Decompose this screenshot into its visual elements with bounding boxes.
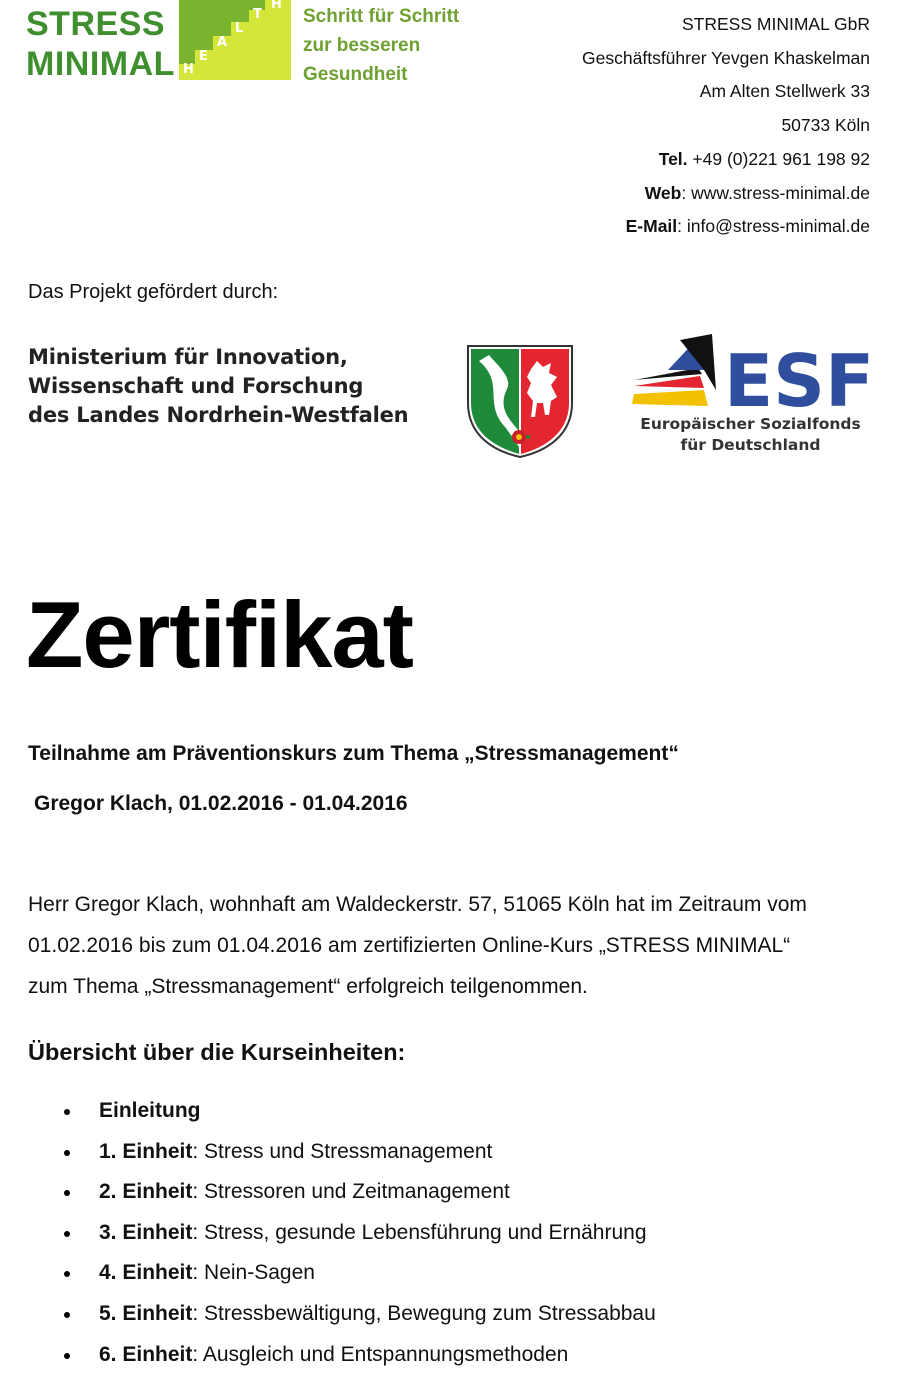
bullet-icon — [64, 1190, 70, 1196]
logo-line-2: MINIMAL — [26, 45, 175, 83]
certificate-subtitle: Teilnahme am Präventionskurs zum Thema „Stressmanagement“ — [28, 742, 679, 765]
body-line: Herr Gregor Klach, wohnhaft am Waldeckerstr. 57, 51065 Köln hat im Zeitraum vom — [28, 893, 807, 916]
unit-label: Einleitung — [99, 1099, 201, 1122]
unit-label: 1. Einheit — [99, 1139, 193, 1163]
company-name: STRESS MINIMAL GbR — [682, 14, 870, 34]
list-item — [60, 1294, 656, 1335]
slogan-line: zur besseren — [303, 35, 421, 56]
certificate-title: Zertifikat — [26, 582, 413, 687]
unit-text: : Stressbewältigung, Bewegung zum Stressabbau — [192, 1301, 656, 1325]
slogan-line: Schritt für Schritt — [303, 6, 460, 27]
bullet-icon — [64, 1109, 70, 1115]
bullet-icon — [64, 1271, 70, 1277]
unit-label: 5. Einheit — [99, 1301, 193, 1325]
stair-letter: T — [253, 7, 262, 22]
ministry-line: Ministerium für Innovation, — [28, 345, 348, 369]
company-web[interactable] — [510, 177, 870, 211]
participant-line: Gregor Klach, 01.02.2016 - 01.04.2016 — [34, 792, 408, 815]
ministry-logo — [28, 343, 408, 430]
web-value[interactable]: : www.stress-minimal.de — [681, 182, 870, 203]
phone-value: +49 (0)221 961 198 92 — [687, 148, 870, 169]
unit-text: : Stress und Stressmanagement — [192, 1139, 493, 1163]
stair-letter: H — [183, 62, 194, 77]
company-address — [510, 8, 870, 244]
bullet-icon — [64, 1353, 70, 1359]
unit-label: 4. Einheit — [99, 1261, 193, 1285]
bullet-icon — [64, 1231, 70, 1237]
unit-text: : Ausgleich und Entspannungsmethoden — [192, 1342, 569, 1366]
company-phone — [510, 143, 870, 177]
health-stairs-icon — [179, 0, 291, 80]
esf-sub-line: für Deutschland — [680, 436, 821, 454]
course-units-list — [60, 1091, 656, 1375]
list-item — [60, 1172, 656, 1213]
stair-letter: A — [217, 35, 228, 50]
email-label: E-Mail — [625, 216, 678, 237]
logo-wordmark — [26, 4, 176, 84]
company-email[interactable] — [510, 210, 870, 244]
phone-label: Tel. — [658, 148, 688, 169]
stress-minimal-logo — [26, 0, 482, 85]
unit-text: : Stressoren und Zeitmanagement — [192, 1180, 510, 1204]
bullet-icon — [64, 1312, 70, 1318]
ministry-line: Wissenschaft und Forschung — [28, 374, 364, 398]
esf-sub-line: Europäischer Sozialfonds — [640, 415, 861, 433]
company-manager: Geschäftsführer Yevgen Khaskelman — [582, 47, 870, 68]
esf-wordmark: ESF — [724, 339, 873, 412]
funding-intro: Das Projekt gefördert durch: — [28, 281, 279, 303]
bullet-icon — [64, 1150, 70, 1156]
body-line: 01.02.2016 bis zum 01.04.2016 am zertifizierten Online-Kurs „STRESS MINIMAL“ — [28, 934, 791, 957]
unit-label: 2. Einheit — [99, 1180, 193, 1204]
unit-label: 6. Einheit — [99, 1342, 193, 1366]
list-item — [60, 1091, 656, 1132]
esf-flag-icon — [628, 330, 873, 412]
stair-letter: L — [235, 21, 244, 36]
logo-slogan — [303, 2, 483, 89]
slogan-line: Gesundheit — [303, 64, 408, 85]
unit-text: : Stress, gesunde Lebensführung und Ernährung — [192, 1220, 647, 1244]
esf-logo — [628, 330, 873, 462]
company-city: 50733 Köln — [781, 115, 870, 136]
stair-letter: E — [199, 49, 208, 64]
certificate-body — [28, 884, 900, 1007]
overview-heading: Übersicht über die Kurseinheiten: — [28, 1039, 406, 1065]
nrw-coat-of-arms-icon — [465, 343, 575, 459]
list-item — [60, 1132, 656, 1173]
body-line: zum Thema „Stressmanagement“ erfolgreich teilgenommen. — [28, 975, 588, 998]
unit-label: 3. Einheit — [99, 1220, 193, 1244]
ministry-line: des Landes Nordrhein-Westfalen — [28, 403, 409, 427]
email-value[interactable]: : info@stress-minimal.de — [677, 216, 870, 237]
esf-subtitle — [628, 414, 873, 456]
list-item — [60, 1213, 656, 1254]
web-label: Web — [644, 182, 682, 203]
logo-line-1: STRESS — [26, 5, 166, 43]
company-street: Am Alten Stellwerk 33 — [699, 81, 870, 102]
list-item — [60, 1335, 656, 1376]
list-item — [60, 1253, 656, 1294]
unit-text: : Nein-Sagen — [192, 1261, 315, 1285]
stair-letter: H — [271, 0, 282, 12]
